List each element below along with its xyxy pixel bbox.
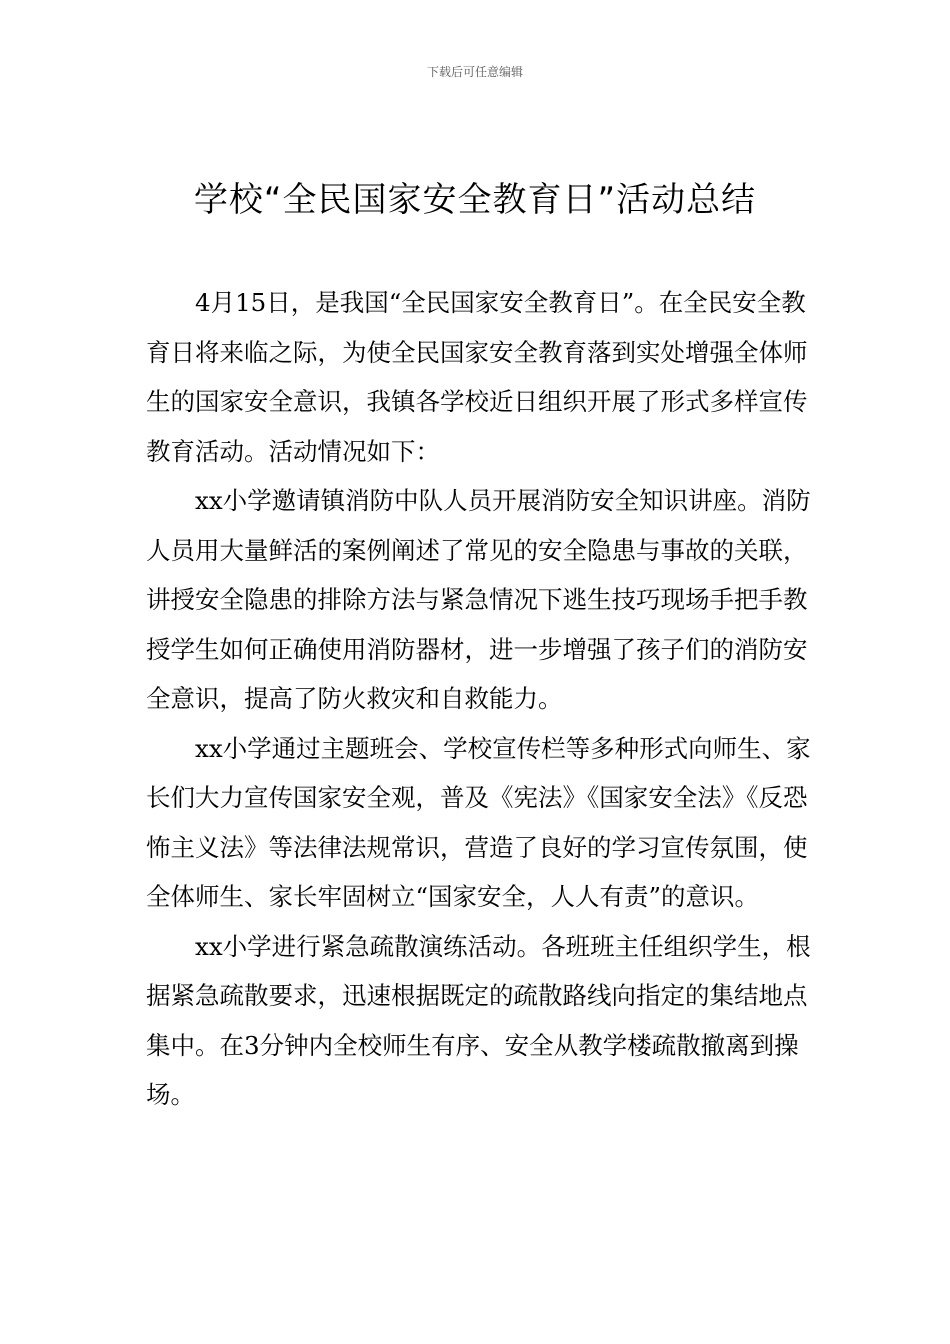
paragraph-evacuation-drill: xx小学进行紧急疏散演练活动。各班班主任组织学生，根据紧急疏散要求，迅速根据既定的疏散路线向指定的集结地点集中。在3分钟内全校师生有序、安全从教学楼疏散撤离到操场。 (146, 931, 811, 1109)
paragraph-fire-safety-lecture: xx小学邀请镇消防中队人员开展消防安全知识讲座。消防人员用大量鲜活的案例阐述了常见的安全隐患与事故的关联，讲授安全隐患的排除方法与紧急情况下逃生技巧现场手把手教授学生如何正确使用消防器材，进一步增强了孩子们的消防安全意识，提高了防火救灾和自救能力。 (146, 486, 811, 713)
document-body (146, 278, 826, 1120)
paragraph-intro: 4月15日，是我国“全民国家安全教育日”。在全民安全教育日将来临之际，为使全民国家安全教育落到实处增强全体师生的国家安全意识，我镇各学校近日组织开展了形式多样宣传教育活动。活动情况如下： (146, 288, 808, 466)
document-title: 学校“全民国家安全教育日”活动总结 (193, 180, 757, 220)
paragraph-publicity: xx小学通过主题班会、学校宣传栏等多种形式向师生、家长们大力宣传国家安全观，普及《宪法》《国家安全法》《反恐怖主义法》等法律法规常识，营造了良好的学习宣传氛围，使全体师生、家长牢固树立“国家安全，人人有责”的意识。 (146, 733, 811, 911)
header-note: 下载后可任意编辑 (426, 65, 523, 79)
